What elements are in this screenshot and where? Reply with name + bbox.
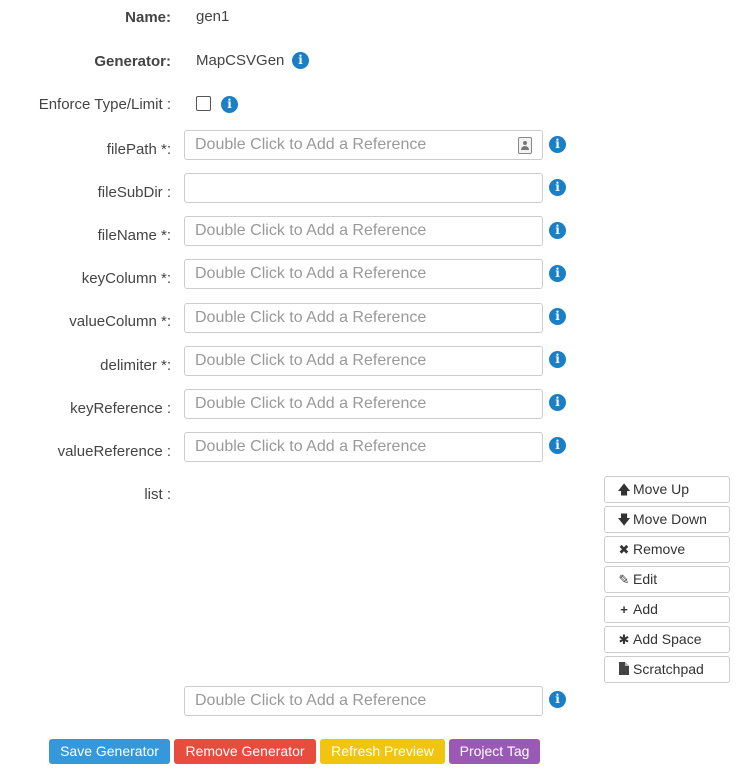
- keyreference-info-icon[interactable]: i: [549, 394, 566, 411]
- valuecolumn-info-icon[interactable]: i: [549, 308, 566, 325]
- enforce-info-icon[interactable]: i: [221, 96, 238, 113]
- keyreference-label: keyReference :: [70, 400, 171, 417]
- filesubdir-input[interactable]: [184, 173, 543, 203]
- scratchpad-label: Scratchpad: [633, 661, 704, 677]
- save-generator-button[interactable]: Save Generator: [49, 739, 170, 764]
- valuereference-label: valueReference :: [57, 443, 171, 460]
- delimiter-label: delimiter *:: [100, 357, 171, 374]
- arrow-down-icon: 🡇: [617, 512, 631, 527]
- add-space-label: Add Space: [633, 631, 702, 647]
- arrow-up-icon: 🡅: [617, 482, 631, 497]
- valuereference-info-icon[interactable]: i: [549, 437, 566, 454]
- filepath-input[interactable]: [184, 130, 543, 160]
- name-value: gen1: [196, 8, 230, 25]
- delimiter-input[interactable]: [184, 346, 543, 376]
- enforce-label: Enforce Type/Limit :: [38, 96, 171, 113]
- filesubdir-info-icon[interactable]: i: [549, 179, 566, 196]
- generator-info-icon[interactable]: i: [292, 52, 309, 69]
- list-label: list :: [144, 486, 171, 503]
- asterisk-icon: ✱: [618, 632, 630, 647]
- filename-input[interactable]: [184, 216, 543, 246]
- file-icon: [617, 657, 631, 682]
- list-reference-input[interactable]: [184, 686, 543, 716]
- pencil-icon: ✎: [618, 572, 630, 587]
- name-label: Name:: [125, 9, 171, 26]
- move-down-label: Move Down: [633, 511, 707, 527]
- delimiter-info-icon[interactable]: i: [549, 351, 566, 368]
- keycolumn-label: keyColumn *:: [81, 270, 171, 287]
- x-icon: ✖: [618, 542, 630, 557]
- edit-label: Edit: [633, 571, 658, 587]
- add-space-button[interactable]: [604, 626, 730, 653]
- generator-label: Generator:: [94, 53, 171, 70]
- refresh-preview-button[interactable]: Refresh Preview: [320, 739, 445, 764]
- filepath-label: filePath *:: [106, 141, 171, 158]
- keycolumn-input[interactable]: [184, 259, 543, 289]
- filepath-info-icon[interactable]: i: [549, 136, 566, 153]
- filename-label: fileName *:: [97, 227, 171, 244]
- enforce-checkbox[interactable]: [196, 96, 211, 111]
- valuecolumn-label: valueColumn *:: [69, 313, 171, 330]
- edit-button[interactable]: [604, 566, 730, 593]
- keycolumn-info-icon[interactable]: i: [549, 265, 566, 282]
- filesubdir-label: fileSubDir :: [97, 184, 171, 201]
- move-down-button[interactable]: [604, 506, 730, 533]
- remove-item-label: Remove: [633, 541, 686, 557]
- project-tag-button[interactable]: Project Tag: [449, 739, 540, 764]
- move-up-button[interactable]: [604, 476, 730, 503]
- remove-generator-button[interactable]: Remove Generator: [174, 739, 316, 764]
- add-button[interactable]: [604, 596, 730, 623]
- list-info-icon[interactable]: i: [549, 691, 566, 708]
- move-up-label: Move Up: [633, 481, 690, 497]
- add-label: Add: [633, 601, 658, 617]
- valuecolumn-input[interactable]: [184, 303, 543, 333]
- scratchpad-button[interactable]: [604, 656, 730, 683]
- plus-icon: +: [620, 602, 628, 617]
- keyreference-input[interactable]: [184, 389, 543, 419]
- remove-item-button[interactable]: [604, 536, 730, 563]
- contact-card-icon[interactable]: [518, 137, 532, 154]
- filename-info-icon[interactable]: i: [549, 222, 566, 239]
- valuereference-input[interactable]: [184, 432, 543, 462]
- generator-value: MapCSVGen: [196, 52, 285, 69]
